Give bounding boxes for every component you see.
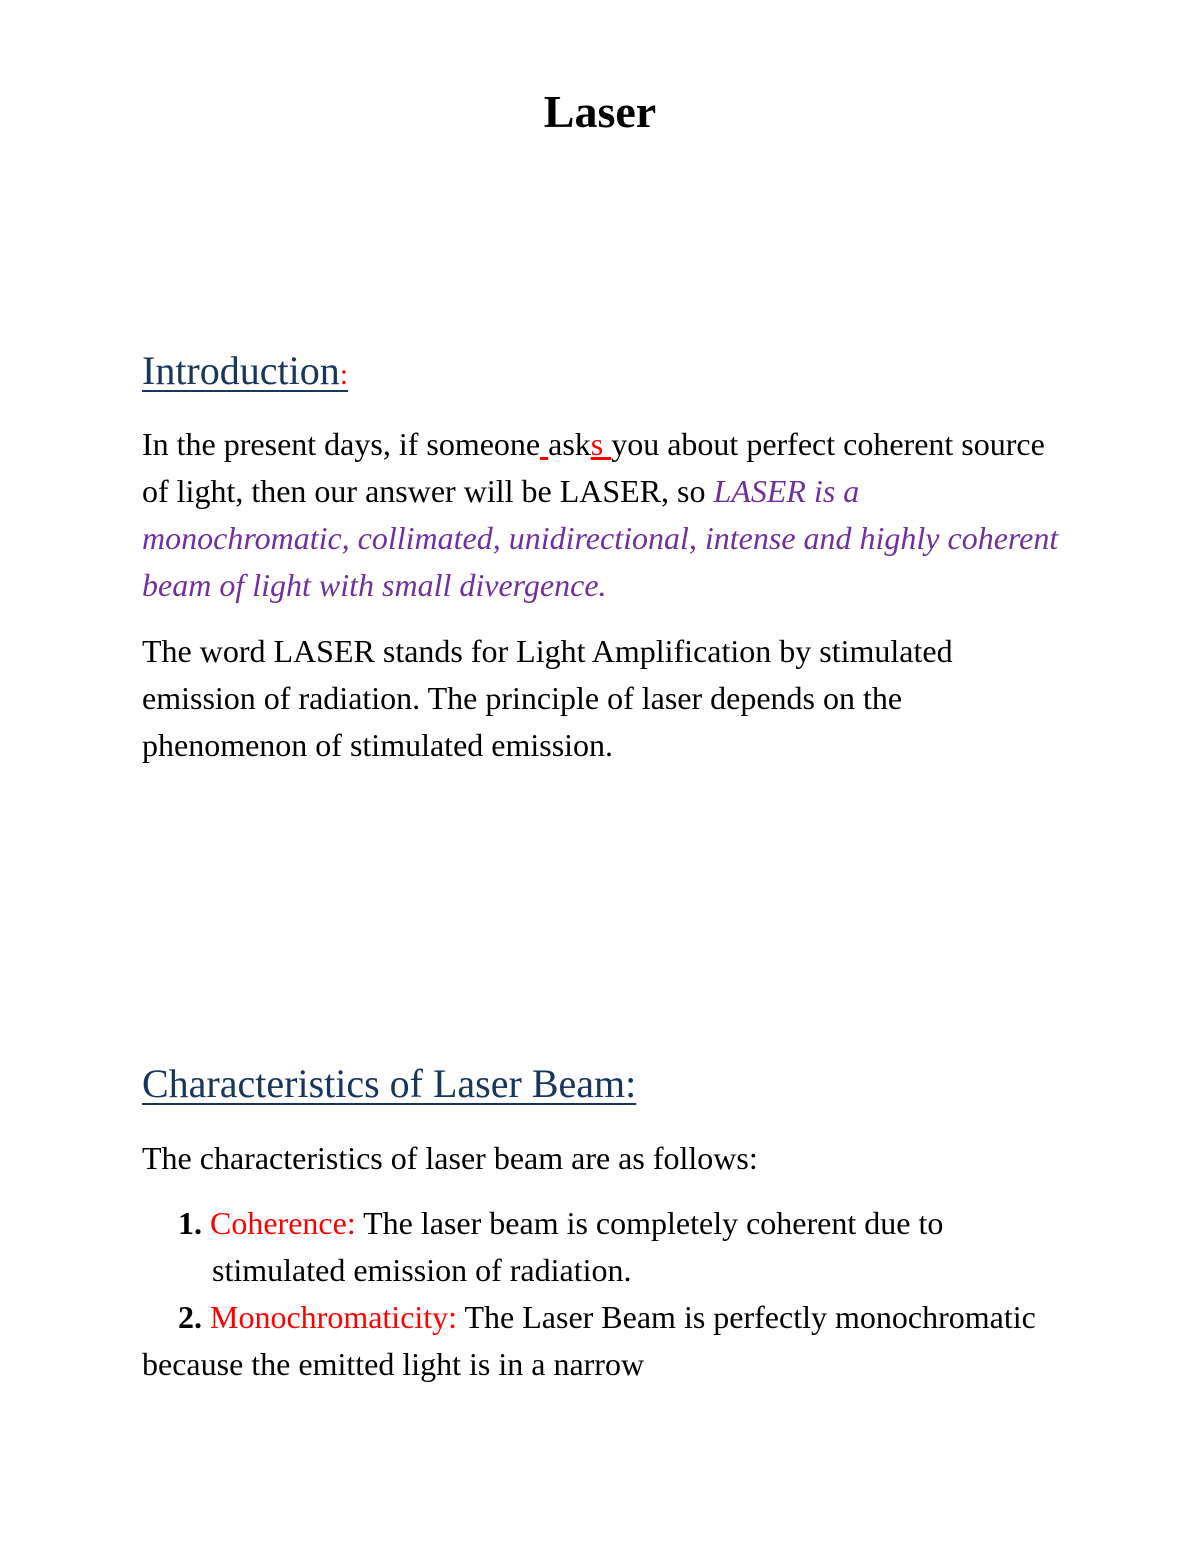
intro-p1-part2: ask xyxy=(548,426,591,462)
list-item-number: 2. xyxy=(178,1299,202,1335)
introduction-heading-text: Introduction xyxy=(142,348,340,393)
laser-definition: LASER is a monochromatic, collimated, unidirectional, intense and highly coherent beam of light with small divergence. xyxy=(142,473,1059,603)
list-item-text: The Laser Beam is perfectly monochromatic because the emitted light is in a narrow xyxy=(142,1299,1036,1382)
characteristics-intro: The characteristics of laser beam are as follows: xyxy=(142,1140,758,1176)
list-item-number: 1. xyxy=(178,1205,202,1241)
list-item xyxy=(142,1294,1072,1388)
intro-p1-part1: In the present days, if someone xyxy=(142,426,541,462)
introduction-heading xyxy=(142,346,348,400)
introduction-heading-colon: : xyxy=(339,358,349,391)
list-item-text: The laser beam is completely coherent due to xyxy=(355,1205,944,1241)
tracked-insertion-1 xyxy=(540,426,548,462)
characteristics-heading: Characteristics of Laser Beam: xyxy=(142,1061,637,1106)
introduction-paragraph-1 xyxy=(142,421,1072,609)
list-item-term: Coherence: xyxy=(210,1205,356,1241)
list-item-term: Monochromaticity: xyxy=(210,1299,458,1335)
list-item xyxy=(178,1200,1058,1294)
document-title: Laser xyxy=(543,86,657,137)
introduction-paragraph-2: The word LASER stands for Light Amplification by stimulated emission of radiation. The principle of laser depends on the phenomenon of stimulated emission. xyxy=(142,633,953,763)
list-item-text-continuation: stimulated emission of radiation. xyxy=(212,1252,632,1288)
tracked-insertion-2: s xyxy=(590,426,612,462)
intro-p1-part3: you about perfect coherent source of light, then our answer will be LASER, so xyxy=(142,426,1045,509)
